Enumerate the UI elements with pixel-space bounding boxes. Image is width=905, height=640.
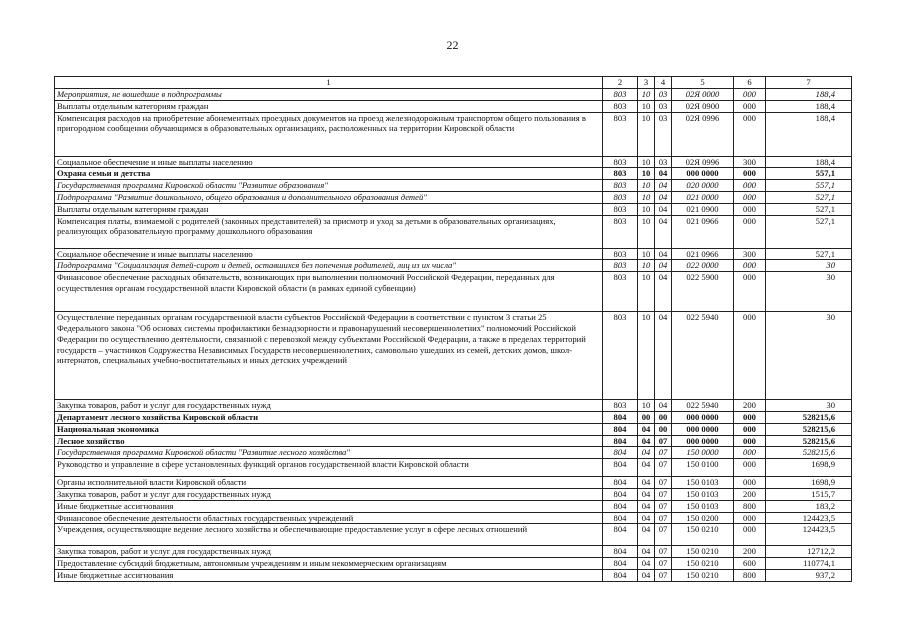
target-item-code-cell: 150 0210 [672, 524, 734, 546]
amount-cell: 528215,6 [766, 435, 852, 447]
header-cell: 2 [603, 77, 638, 89]
expense-type-cell: 000 [734, 459, 766, 477]
table-row [55, 215, 852, 248]
budget-table [54, 76, 852, 582]
subsection-code-cell: 07 [655, 558, 672, 570]
table-row [55, 168, 852, 180]
ministry-code-cell: 803 [603, 272, 638, 312]
subsection-code-cell: 07 [655, 435, 672, 447]
row-name-cell: Финансовое обеспечение деятельности областных государственных учреждений [55, 512, 603, 524]
target-item-code-cell: 150 0210 [672, 546, 734, 558]
subsection-code-cell: 04 [655, 203, 672, 215]
ministry-code-cell: 803 [603, 312, 638, 400]
ministry-code-cell: 803 [603, 191, 638, 203]
ministry-code-cell: 803 [603, 400, 638, 412]
section-code-cell: 04 [638, 477, 655, 489]
subsection-code-cell: 07 [655, 512, 672, 524]
header-cell: 1 [55, 77, 603, 89]
target-item-code-cell: 150 0103 [672, 488, 734, 500]
row-name-cell: Социальное обеспечение и иные выплаты населению [55, 248, 603, 260]
table-row [55, 248, 852, 260]
row-name-cell: Учреждения, осуществляющие ведение лесного хозяйства и обеспечивающие предоставление услуг в сфере лесных отношений [55, 524, 603, 546]
row-name-cell: Закупка товаров, работ и услуг для государственных нужд [55, 400, 603, 412]
amount-cell: 1698,9 [766, 459, 852, 477]
expense-type-cell: 000 [734, 203, 766, 215]
amount-cell: 30 [766, 400, 852, 412]
ministry-code-cell: 803 [603, 215, 638, 248]
expense-type-cell: 600 [734, 558, 766, 570]
ministry-code-cell: 804 [603, 546, 638, 558]
amount-cell: 30 [766, 272, 852, 312]
amount-cell: 124423,5 [766, 512, 852, 524]
section-code-cell: 10 [638, 272, 655, 312]
row-name-cell: Компенсация платы, взимаемой с родителей (законных представителей) за присмотр и уход за детьми в образовательных организациях, реализующих образовательную программу дошкольного образования [55, 215, 603, 248]
expense-type-cell: 000 [734, 423, 766, 435]
expense-type-cell: 000 [734, 215, 766, 248]
table-row [55, 435, 852, 447]
section-code-cell: 10 [638, 203, 655, 215]
row-name-cell: Закупка товаров, работ и услуг для государственных нужд [55, 546, 603, 558]
amount-cell: 528215,6 [766, 423, 852, 435]
expense-type-cell: 800 [734, 500, 766, 512]
table-row [55, 459, 852, 477]
amount-cell: 528215,6 [766, 447, 852, 459]
subsection-code-cell: 04 [655, 260, 672, 272]
subsection-code-cell: 03 [655, 100, 672, 112]
table-row [55, 180, 852, 192]
subsection-code-cell: 00 [655, 423, 672, 435]
subsection-code-cell: 04 [655, 312, 672, 400]
target-item-code-cell: 150 0210 [672, 569, 734, 581]
target-item-code-cell: 150 0103 [672, 500, 734, 512]
subsection-code-cell: 07 [655, 569, 672, 581]
section-code-cell: 04 [638, 447, 655, 459]
expense-type-cell: 000 [734, 524, 766, 546]
ministry-code-cell: 804 [603, 524, 638, 546]
ministry-code-cell: 803 [603, 112, 638, 156]
table-row [55, 260, 852, 272]
subsection-code-cell: 04 [655, 180, 672, 192]
subsection-code-cell: 07 [655, 459, 672, 477]
ministry-code-cell: 804 [603, 423, 638, 435]
amount-cell: 110774,1 [766, 558, 852, 570]
expense-type-cell: 200 [734, 546, 766, 558]
table-row [55, 156, 852, 168]
target-item-code-cell: 02Я 0000 [672, 89, 734, 101]
ministry-code-cell: 804 [603, 569, 638, 581]
ministry-code-cell: 803 [603, 180, 638, 192]
expense-type-cell: 000 [734, 112, 766, 156]
amount-cell: 1515,7 [766, 488, 852, 500]
table-row [55, 524, 852, 546]
section-code-cell: 04 [638, 546, 655, 558]
subsection-code-cell: 04 [655, 248, 672, 260]
section-code-cell: 04 [638, 459, 655, 477]
subsection-code-cell: 07 [655, 477, 672, 489]
section-code-cell: 10 [638, 260, 655, 272]
ministry-code-cell: 804 [603, 558, 638, 570]
target-item-code-cell: 02Я 0996 [672, 112, 734, 156]
target-item-code-cell: 021 0900 [672, 203, 734, 215]
section-code-cell: 04 [638, 512, 655, 524]
row-name-cell: Руководство и управление в сфере установленных функций органов государственной власти Кировской области [55, 459, 603, 477]
row-name-cell: Компенсация расходов на приобретение абонементных проездных документов на проезд железнодорожным транспортом общего пользования в пригородном сообщении обучающимся в образовательных организациях, расположенных на территории Кировской области [55, 112, 603, 156]
subsection-code-cell: 03 [655, 112, 672, 156]
amount-cell: 188,4 [766, 89, 852, 101]
ministry-code-cell: 804 [603, 512, 638, 524]
section-code-cell: 10 [638, 312, 655, 400]
row-name-cell: Финансовое обеспечение расходных обязательств, возникающих при выполнении полномочий Российской Федерации, переданных для осуществления органам государственной власти Кировской области (в рамках единой субвенции) [55, 272, 603, 312]
subsection-code-cell: 07 [655, 500, 672, 512]
target-item-code-cell: 02Я 0900 [672, 100, 734, 112]
section-code-cell: 10 [638, 168, 655, 180]
ministry-code-cell: 803 [603, 89, 638, 101]
target-item-code-cell: 022 5940 [672, 312, 734, 400]
section-code-cell: 10 [638, 156, 655, 168]
expense-type-cell: 300 [734, 156, 766, 168]
subsection-code-cell: 04 [655, 191, 672, 203]
target-item-code-cell: 022 0000 [672, 260, 734, 272]
table-row [55, 447, 852, 459]
row-name-cell: Государственная программа Кировской области "Развитие образования" [55, 180, 603, 192]
table-row [55, 100, 852, 112]
section-code-cell: 10 [638, 400, 655, 412]
amount-cell: 527,1 [766, 191, 852, 203]
ministry-code-cell: 803 [603, 203, 638, 215]
amount-cell: 557,1 [766, 168, 852, 180]
row-name-cell: Подпрограмма "Развитие дошкольного, общего образования и дополнительного образования детей" [55, 191, 603, 203]
table-row [55, 423, 852, 435]
expense-type-cell: 200 [734, 400, 766, 412]
expense-type-cell: 000 [734, 312, 766, 400]
expense-type-cell: 000 [734, 180, 766, 192]
row-name-cell: Осуществление переданных органам государственной власти субъектов Российской Федерации в соответствии с пунктом 3 статьи 25 Федерального закона "Об основах системы профилактики безнадзорности и правонарушений несовершеннолетних" полномочий Российской Федерации по осуществлению деятельности, связанной с перевозкой между субъектами Российской Федерации, а также в пределах территорий государств – участников Содружества Независимых Государств несовершеннолетних, самовольно ушедших из семей, детских домов, школ-интернатов, специальных учебно-воспитательных и иных детских учреждений [55, 312, 603, 400]
target-item-code-cell: 021 0966 [672, 248, 734, 260]
expense-type-cell: 000 [734, 191, 766, 203]
row-name-cell: Органы исполнительной власти Кировской области [55, 477, 603, 489]
target-item-code-cell: 150 0100 [672, 459, 734, 477]
section-code-cell: 10 [638, 112, 655, 156]
table-body [55, 89, 852, 582]
table-row [55, 546, 852, 558]
header-cell: 5 [672, 77, 734, 89]
row-name-cell: Национальная экономика [55, 423, 603, 435]
target-item-code-cell: 150 0000 [672, 447, 734, 459]
table-row [55, 512, 852, 524]
page-number: 22 [446, 38, 459, 52]
row-name-cell: Лесное хозяйство [55, 435, 603, 447]
row-name-cell: Охрана семьи и детства [55, 168, 603, 180]
row-name-cell: Выплаты отдельным категориям граждан [55, 203, 603, 215]
expense-type-cell: 000 [734, 100, 766, 112]
expense-type-cell: 200 [734, 488, 766, 500]
amount-cell: 124423,5 [766, 524, 852, 546]
table-row [55, 411, 852, 423]
expense-type-cell: 000 [734, 168, 766, 180]
table-row [55, 488, 852, 500]
section-code-cell: 04 [638, 500, 655, 512]
section-code-cell: 10 [638, 248, 655, 260]
table-row [55, 272, 852, 312]
section-code-cell: 04 [638, 423, 655, 435]
subsection-code-cell: 04 [655, 215, 672, 248]
table-row [55, 500, 852, 512]
expense-type-cell: 800 [734, 569, 766, 581]
expense-type-cell: 000 [734, 477, 766, 489]
subsection-code-cell: 07 [655, 488, 672, 500]
row-name-cell: Подпрограмма "Социализация детей-сирот и детей, оставшихся без попечения родителей, лиц из их числа" [55, 260, 603, 272]
target-item-code-cell: 150 0200 [672, 512, 734, 524]
target-item-code-cell: 020 0000 [672, 180, 734, 192]
ministry-code-cell: 804 [603, 500, 638, 512]
subsection-code-cell: 04 [655, 400, 672, 412]
ministry-code-cell: 803 [603, 248, 638, 260]
header-cell: 6 [734, 77, 766, 89]
target-item-code-cell: 150 0103 [672, 477, 734, 489]
row-name-cell: Выплаты отдельным категориям граждан [55, 100, 603, 112]
expense-type-cell: 000 [734, 272, 766, 312]
subsection-code-cell: 00 [655, 411, 672, 423]
expense-type-cell: 000 [734, 435, 766, 447]
target-item-code-cell: 021 0000 [672, 191, 734, 203]
amount-cell: 527,1 [766, 203, 852, 215]
subsection-code-cell: 03 [655, 89, 672, 101]
amount-cell: 30 [766, 260, 852, 272]
ministry-code-cell: 804 [603, 411, 638, 423]
target-item-code-cell: 022 5900 [672, 272, 734, 312]
table-row [55, 558, 852, 570]
table-row [55, 89, 852, 101]
target-item-code-cell: 000 0000 [672, 168, 734, 180]
section-code-cell: 10 [638, 180, 655, 192]
table-row [55, 569, 852, 581]
expense-type-cell: 000 [734, 89, 766, 101]
target-item-code-cell: 021 0966 [672, 215, 734, 248]
amount-cell: 12712,2 [766, 546, 852, 558]
target-item-code-cell: 000 0000 [672, 423, 734, 435]
amount-cell: 188,4 [766, 112, 852, 156]
amount-cell: 937,2 [766, 569, 852, 581]
section-code-cell: 10 [638, 215, 655, 248]
target-item-code-cell: 02Я 0996 [672, 156, 734, 168]
table-row [55, 400, 852, 412]
subsection-code-cell: 07 [655, 524, 672, 546]
amount-cell: 528215,6 [766, 411, 852, 423]
row-name-cell: Закупка товаров, работ и услуг для государственных нужд [55, 488, 603, 500]
table-row [55, 312, 852, 400]
expense-type-cell: 300 [734, 248, 766, 260]
subsection-code-cell: 04 [655, 168, 672, 180]
expense-type-cell: 000 [734, 512, 766, 524]
row-name-cell: Предоставление субсидий бюджетным, автономным учреждениям и иным некоммерческим организациям [55, 558, 603, 570]
row-name-cell: Мероприятия, не вошедшие в подпрограммы [55, 89, 603, 101]
ministry-code-cell: 804 [603, 488, 638, 500]
amount-cell: 557,1 [766, 180, 852, 192]
amount-cell: 188,4 [766, 100, 852, 112]
section-code-cell: 10 [638, 191, 655, 203]
amount-cell: 1698,9 [766, 477, 852, 489]
table-row [55, 203, 852, 215]
ministry-code-cell: 803 [603, 168, 638, 180]
expense-type-cell: 000 [734, 447, 766, 459]
row-name-cell: Департамент лесного хозяйства Кировской области [55, 411, 603, 423]
row-name-cell: Иные бюджетные ассигнования [55, 569, 603, 581]
row-name-cell: Иные бюджетные ассигнования [55, 500, 603, 512]
target-item-code-cell: 000 0000 [672, 435, 734, 447]
target-item-code-cell: 022 5940 [672, 400, 734, 412]
section-code-cell: 04 [638, 488, 655, 500]
header-cell: 4 [655, 77, 672, 89]
header-cell: 7 [766, 77, 852, 89]
subsection-code-cell: 07 [655, 447, 672, 459]
expense-type-cell: 000 [734, 411, 766, 423]
table-row [55, 112, 852, 156]
section-code-cell: 04 [638, 569, 655, 581]
amount-cell: 527,1 [766, 248, 852, 260]
amount-cell: 188,4 [766, 156, 852, 168]
ministry-code-cell: 804 [603, 459, 638, 477]
amount-cell: 527,1 [766, 215, 852, 248]
ministry-code-cell: 803 [603, 100, 638, 112]
ministry-code-cell: 803 [603, 260, 638, 272]
table-row [55, 477, 852, 489]
section-code-cell: 04 [638, 435, 655, 447]
section-code-cell: 10 [638, 100, 655, 112]
target-item-code-cell: 150 0210 [672, 558, 734, 570]
header-cell: 3 [638, 77, 655, 89]
ministry-code-cell: 804 [603, 477, 638, 489]
section-code-cell: 00 [638, 411, 655, 423]
table-row [55, 191, 852, 203]
header-row [55, 77, 852, 89]
subsection-code-cell: 04 [655, 272, 672, 312]
section-code-cell: 04 [638, 524, 655, 546]
ministry-code-cell: 803 [603, 156, 638, 168]
section-code-cell: 04 [638, 558, 655, 570]
section-code-cell: 10 [638, 89, 655, 101]
ministry-code-cell: 804 [603, 435, 638, 447]
target-item-code-cell: 000 0000 [672, 411, 734, 423]
expense-type-cell: 000 [734, 260, 766, 272]
subsection-code-cell: 03 [655, 156, 672, 168]
ministry-code-cell: 804 [603, 447, 638, 459]
row-name-cell: Государственная программа Кировской области "Развитие лесного хозяйства" [55, 447, 603, 459]
row-name-cell: Социальное обеспечение и иные выплаты населению [55, 156, 603, 168]
subsection-code-cell: 07 [655, 546, 672, 558]
amount-cell: 30 [766, 312, 852, 400]
amount-cell: 183,2 [766, 500, 852, 512]
